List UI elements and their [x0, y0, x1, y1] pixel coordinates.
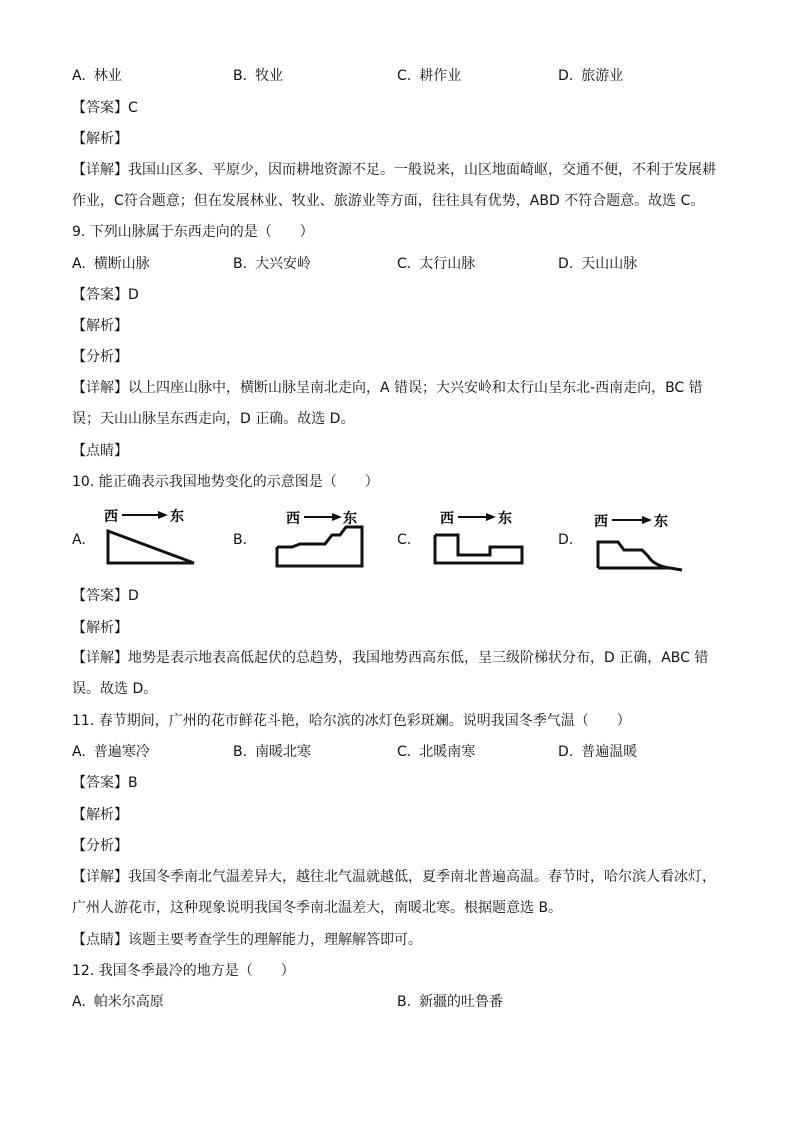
figure-d-east-label: 东	[654, 514, 668, 530]
q8-option-c: C. 耕作业	[397, 68, 462, 84]
q9-analysis-label: 【解析】	[72, 318, 128, 334]
q10-option-c-figure	[428, 505, 528, 567]
figure-a-west-label: 西	[104, 509, 118, 525]
figure-c-profile	[435, 535, 522, 563]
q11-analysis-label: 【解析】	[72, 807, 128, 823]
figure-d-arrowhead	[642, 516, 652, 524]
q8-analysis-label: 【解析】	[72, 131, 128, 147]
figure-a-east-label: 东	[170, 509, 184, 525]
q9-detail: 【详解】以上四座山脉中，横断山脉呈南北走向，A 错误；大兴安岭和太行山呈东北-西南走向，BC 错误；天山山脉呈东西走向，D 正确。故选 D。	[72, 380, 703, 427]
q9-question: 9. 下列山脉属于东西走向的是（ ）	[72, 224, 314, 240]
figure-c-east-label: 东	[498, 511, 512, 527]
figure-d-west-label: 西	[594, 514, 608, 530]
q10-option-d-figure	[590, 508, 690, 572]
figure-b-profile	[277, 527, 362, 566]
figure-a-profile	[108, 531, 194, 563]
q11-detail: 【详解】我国冬季南北气温差异大，越往北气温就越低，夏季南北普遍高温。春节时，哈尔滨人看冰灯，广州人游花市，这种现象说明我国冬季南北温差大，南暖北寒。根据题意选 B。	[72, 869, 716, 916]
q9-option-a: A. 横断山脉	[72, 256, 150, 272]
q10-option-b-figure	[270, 505, 370, 569]
figure-c-west-label: 西	[440, 511, 454, 527]
q12-option-b: B. 新疆的吐鲁番	[397, 994, 504, 1010]
q10-detail: 【详解】地势是表示地表高低起伏的总趋势，我国地势西高东低，呈三级阶梯状分布，D 正确，ABC 错误。故选 D。	[72, 650, 709, 697]
q9-option-c: C. 太行山脉	[397, 256, 476, 272]
q10-answer: 【答案】D	[72, 588, 139, 604]
q9-answer: 【答案】D	[72, 287, 139, 303]
q9-fenxi-label: 【分析】	[72, 349, 128, 365]
q11-fenxi-label: 【分析】	[72, 838, 128, 854]
q11-question: 11. 春节期间，广州的花市鲜花斗艳，哈尔滨的冰灯色彩斑斓。说明我国冬季气温（ ）	[72, 713, 631, 729]
figure-a-arrowhead	[158, 511, 168, 519]
q11-option-c: C. 北暖南寒	[397, 744, 476, 760]
q12-question: 12. 我国冬季最冷的地方是（ ）	[72, 963, 295, 979]
figure-b-arrowhead	[332, 513, 342, 521]
q9-dianjing-label: 【点睛】	[72, 443, 128, 459]
q10-question: 10. 能正确表示我国地势变化的示意图是（ ）	[72, 474, 379, 490]
q11-answer: 【答案】B	[72, 775, 138, 791]
q8-detail: 【详解】我国山区多、平原少，因而耕地资源不足。一般说来，山区地面崎岖，交通不便，不利于发展耕作业，C符合题意；但在发展林业、牧业、旅游业等方面，往往具有优势，ABD 不符合题意。故选 C。	[72, 162, 716, 209]
q9-option-b: B. 大兴安岭	[233, 256, 312, 272]
q8-option-d: D. 旅游业	[558, 68, 624, 84]
q8-answer: 【答案】C	[72, 100, 138, 116]
figure-b-west-label: 西	[286, 511, 300, 527]
q9-option-d: D. 天山山脉	[558, 256, 638, 272]
q10-option-a-label: A.	[72, 532, 86, 548]
figure-b-east-label: 东	[343, 511, 357, 527]
q11-option-b: B. 南暖北寒	[233, 744, 312, 760]
q11-option-a: A. 普遍寒冷	[72, 744, 150, 760]
q10-analysis-label: 【解析】	[72, 620, 128, 636]
figure-c-arrowhead	[486, 513, 496, 521]
q8-option-a: A. 林业	[72, 68, 122, 84]
q11-dianjing: 【点睛】该题主要考查学生的理解能力，理解解答即可。	[72, 932, 422, 948]
q11-option-d: D. 普遍温暖	[558, 744, 638, 760]
q10-option-d-label: D.	[558, 532, 574, 548]
q10-option-b-label: B.	[233, 532, 248, 548]
q12-option-a: A. 帕米尔高原	[72, 994, 164, 1010]
q8-option-b: B. 牧业	[233, 68, 284, 84]
q10-option-c-label: C.	[397, 532, 412, 548]
figure-d-profile	[598, 542, 682, 570]
q10-option-a-figure	[100, 505, 200, 567]
